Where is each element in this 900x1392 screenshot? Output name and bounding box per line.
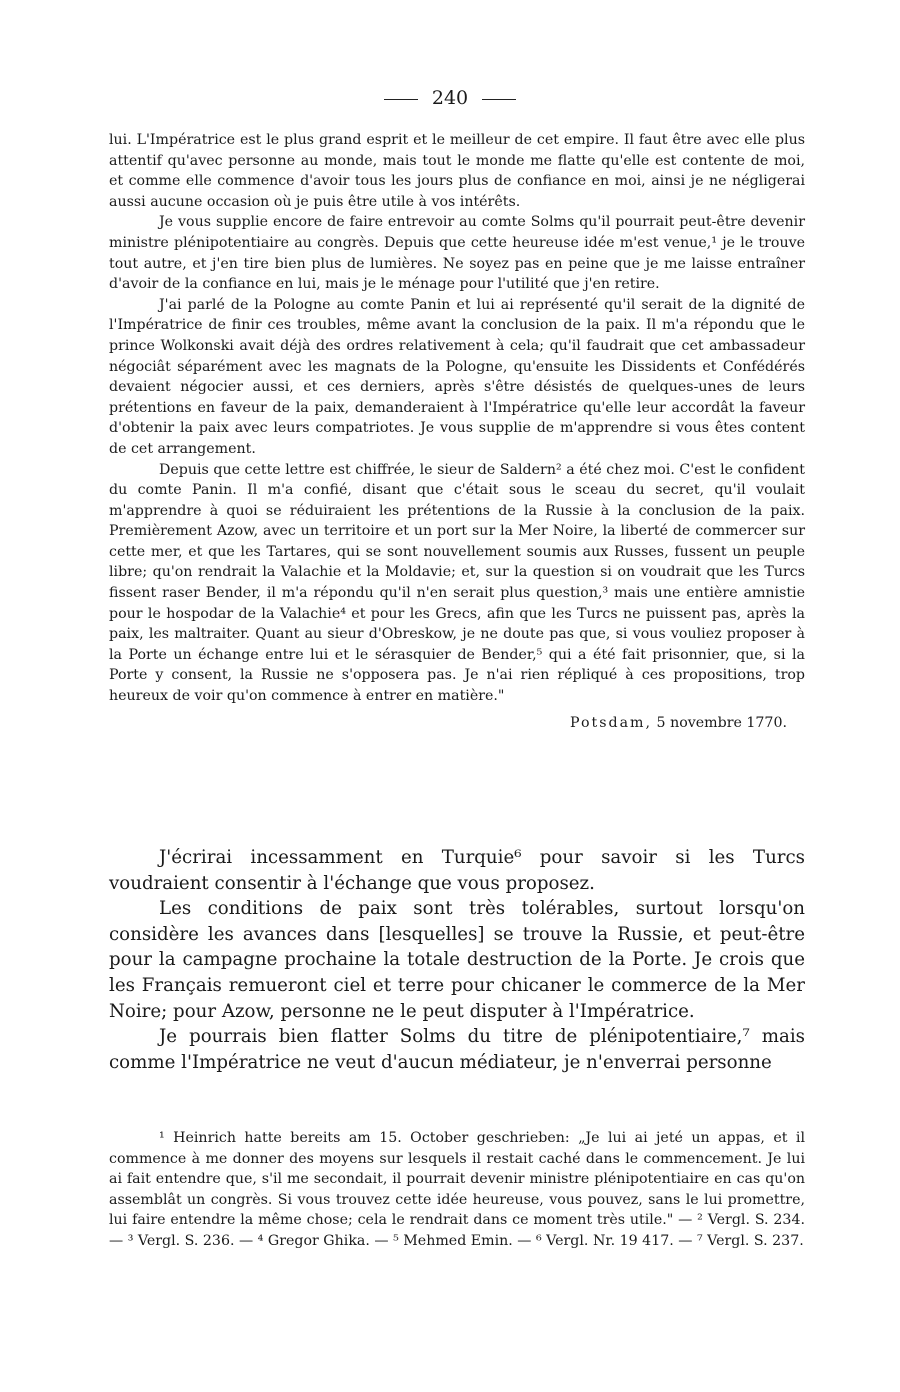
letter-paragraph-4: Depuis que cette lettre est chiffrée, le sieur de Saldern² a été chez moi. C'est le confident du comte Panin. Il m'a confié, disant que c'était sous le sceau du secret, qu'il voulait m'apprendre à quoi se réduiraient les prétentions de la Russie à la conclusion de la paix. Premièrement Azow, avec un territoire et un port sur la Mer Noire, la liberté de commercer sur cette mer, et que les Tartares, qui se sont nouvellement soumis aux Russes, fussent un peuple libre; qu'on rendrait la Valachie et la Moldavie; et, sur la question si on voudrait que les Turcs fissent raser Bender, il m'a répondu qu'il n'en serait plus question,³ mais une entière amnistie pour le hospodar de la Valachie⁴ et pour les Grecs, afin que les Turcs ne puissent pas, après la paix, les maltraiter. Quant au sieur d'Obreskow, je ne doute pas que, si vous vouliez proposer à la Porte un échange entre lui et le sérasquier de Bender,⁵ qui a été fait prisonnier, que, si la Porte y consent, la Russie ne s'opposera pas. Je n'ai rien répliqué à ces propositions, trop heureux de voir qu'on commence à entrer en matière." bbox=[109, 461, 805, 705]
letter-signoff bbox=[109, 713, 805, 734]
letter-paragraph-1: lui. L'Impératrice est le plus grand esprit et le meilleur de cet empire. Il faut être avec elle plus attentif qu'avec personne au monde, mais tout le monde me flatte qu'elle est contente de moi, et comme elle commence d'avoir tous les jours plus de confiance en moi, ainsi je ne négligerai aussi aucune occasion où je puis être utile à vos intérêts. bbox=[109, 132, 805, 210]
reply-paragraph-1: J'écrirai incessamment en Turquie⁶ pour savoir si les Turcs voudraient consentir à l'échange que vous proposez. bbox=[109, 847, 805, 894]
quoted-letter bbox=[109, 130, 805, 733]
footnotes bbox=[109, 1128, 805, 1252]
footnote-text: ¹ Heinrich hatte bereits am 15. October geschrieben: „Je lui ai jeté un appas, et il commence à me donner des moyens sur lesquels il restait caché dans le commencement. Je lui ai fait entendre que, s'il me secondait, il pourrait devenir ministre plénipotentiaire en cas qu'on assemblât un congrès. Si vous trouvez cette idée heureuse, vous pouvez, sans le lui promettre, lui faire entendre la même chose; cela le rendrait dans ce moment très utile." — ² Vergl. S. 234. — ³ Vergl. S. 236. — ⁴ Gregor Ghika. — ⁵ Mehmed Emin. — ⁶ Vergl. Nr. 19 417. — ⁷ Vergl. S. 237. bbox=[109, 1130, 805, 1249]
reply-paragraph-3: Je pourrais bien flatter Solms du titre de plénipotentiaire,⁷ mais comme l'Impératrice ne veut d'aucun médiateur, je n'enverrai personne bbox=[109, 1026, 805, 1073]
header-rule-left bbox=[384, 99, 418, 100]
reply-text bbox=[109, 845, 805, 1075]
page-number: 240 bbox=[431, 87, 469, 109]
header-rule-right bbox=[482, 99, 516, 100]
letter-date: 5 novembre 1770. bbox=[656, 714, 787, 731]
letter-paragraph-2: Je vous supplie encore de faire entrevoir au comte Solms qu'il pourrait peut-être devenir ministre plénipotentiaire au congrès. Depuis que cette heureuse idée m'est venue,¹ je le trouve tout autre, et j'en tire bien plus de lumières. Ne soyez pas en peine que je me laisse entraîner d'avoir de la confiance en lui, mais je le ménage pour l'utilité que j'en retire. bbox=[109, 214, 805, 293]
reply-paragraph-2: Les conditions de paix sont très tolérables, surtout lorsqu'on considère les avances dans [lesquelles] se trouve la Russie, et peut-être pour la campagne prochaine la totale destruction de la Porte. Je crois que les Français remueront ciel et terre pour chicaner le commerce de la Mer Noire; pour Azow, personne ne le peut disputer à l'Impératrice. bbox=[109, 898, 805, 1022]
letter-place: Potsdam, bbox=[570, 714, 653, 731]
letter-paragraph-3: J'ai parlé de la Pologne au comte Panin et lui ai représenté qu'il serait de la dignité de l'Impératrice de finir ces troubles, même avant la conclusion de la paix. Il m'a répondu que le prince Wolkonski avait déjà des ordres relativement à cela; qu'il faudrait que cet ambassadeur négociât séparément avec les magnats de la Pologne, qu'ensuite les Dissidents et Confédérés devaient négocier aussi, et ces derniers, après s'être désistés de quelques-unes de leurs prétentions en faveur de la paix, demanderaient à l'Impératrice qu'elle leur accordât la faveur d'obtenir la paix avec leurs compatriotes. Je vous supplie de m'apprendre si vous êtes content de cet arrangement. bbox=[109, 296, 805, 457]
page-header bbox=[0, 87, 900, 109]
